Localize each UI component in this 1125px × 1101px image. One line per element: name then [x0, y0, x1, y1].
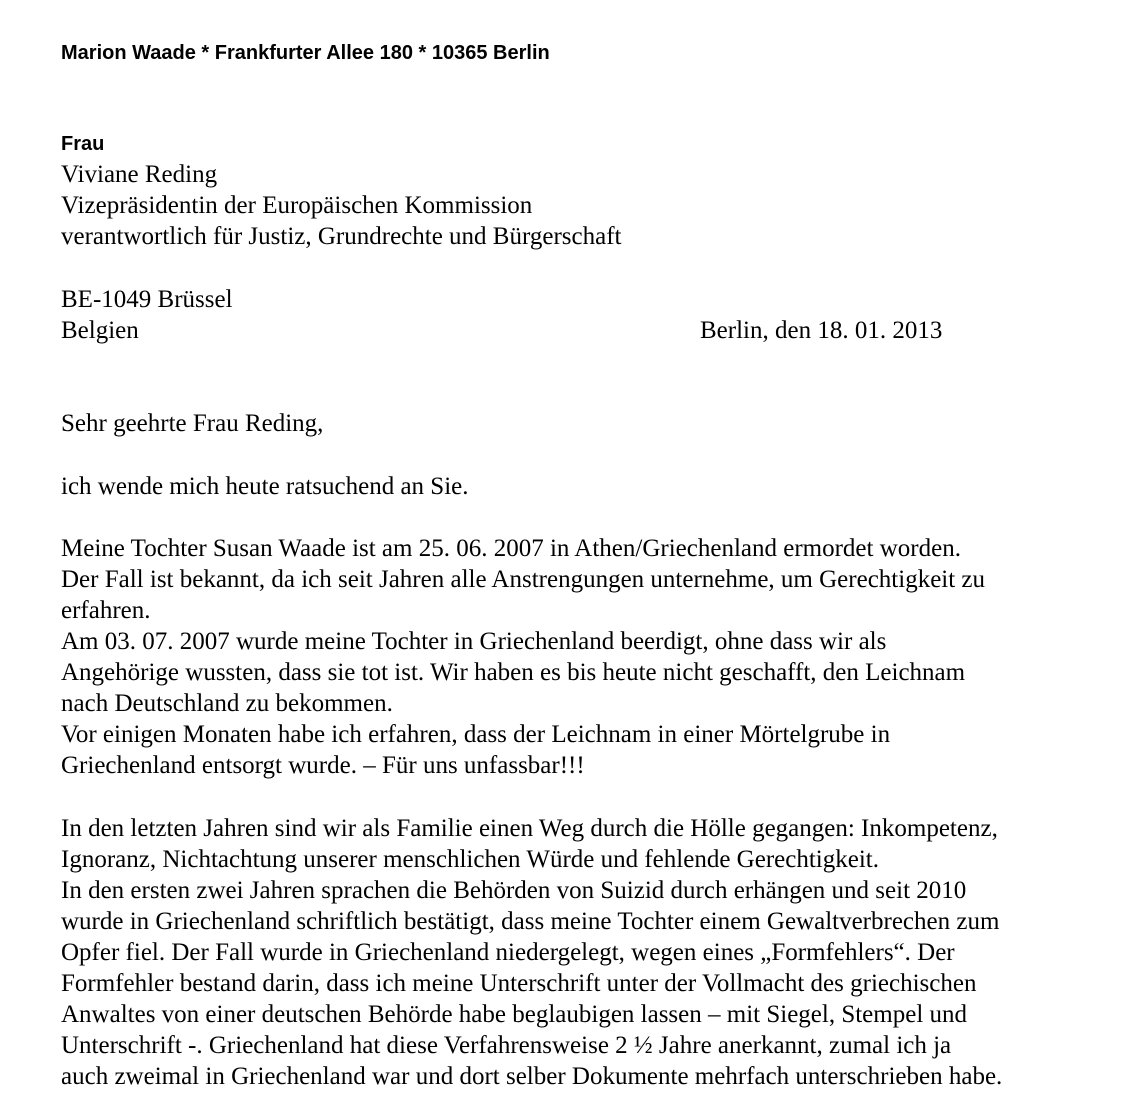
place-date: Berlin, den 18. 01. 2013: [700, 317, 943, 344]
greeting: Sehr geehrte Frau Reding,: [61, 410, 324, 437]
paragraph-1: [61, 533, 985, 781]
recipient-country: Belgien: [61, 317, 139, 344]
paragraph-2: [61, 813, 1002, 1092]
paragraph-line: Der Fall ist bekannt, da ich seit Jahren alle Anstrengungen unternehme, um Gerechtigkeit zu: [61, 566, 986, 593]
recipient-postal: BE-1049 Brüssel: [61, 286, 233, 313]
recipient-address: [61, 284, 233, 346]
paragraph-line: Meine Tochter Susan Waade ist am 25. 06. 2007 in Athen/Griechenland ermordet worden.: [61, 535, 961, 562]
paragraph-line: erfahren.: [61, 597, 151, 624]
recipient-salutation: Frau: [61, 133, 105, 155]
recipient-block: [61, 159, 621, 252]
paragraph-line: nach Deutschland zu bekommen.: [61, 690, 393, 717]
recipient-name: Viviane Reding: [61, 161, 218, 188]
paragraph-line: In den ersten zwei Jahren sprachen die Behörden von Suizid durch erhängen und seit 2010: [61, 877, 967, 904]
paragraph-line: auch zweimal in Griechenland war und dort selber Dokumente mehrfach unterschrieben habe.: [61, 1063, 1003, 1090]
paragraph-line: wurde in Griechenland schriftlich bestätigt, dass meine Tochter einem Gewaltverbrechen zum: [61, 908, 1000, 935]
paragraph-line: In den letzten Jahren sind wir als Familie einen Weg durch die Hölle gegangen: Inkompetenz,: [61, 815, 998, 842]
paragraph-line: Griechenland entsorgt wurde. – Für uns unfassbar!!!: [61, 752, 585, 779]
recipient-responsibility: verantwortlich für Justiz, Grundrechte und Bürgerschaft: [61, 223, 622, 250]
paragraph-line: Formfehler bestand darin, dass ich meine Unterschrift unter der Vollmacht des griechischen: [61, 970, 977, 997]
intro-sentence: ich wende mich heute ratsuchend an Sie.: [61, 473, 469, 500]
paragraph-line: Unterschrift -. Griechenland hat diese Verfahrensweise 2 ½ Jahre anerkannt, zumal ich ja: [61, 1032, 952, 1059]
paragraph-line: Ignoranz, Nichtachtung unserer menschlichen Würde und fehlende Gerechtigkeit.: [61, 846, 879, 873]
paragraph-line: Angehörige wussten, dass sie tot ist. Wir haben es bis heute nicht geschafft, den Leichnam: [61, 659, 966, 686]
paragraph-line: Am 03. 07. 2007 wurde meine Tochter in Griechenland beerdigt, ohne dass wir als: [61, 628, 887, 655]
recipient-title: Vizepräsidentin der Europäischen Kommission: [61, 192, 533, 219]
sender-address-line: Marion Waade * Frankfurter Allee 180 * 10365 Berlin: [61, 42, 550, 64]
paragraph-line: Opfer fiel. Der Fall wurde in Griechenland niedergelegt, wegen eines „Formfehlers“. Der: [61, 939, 955, 966]
paragraph-line: Anwaltes von einer deutschen Behörde habe beglaubigen lassen – mit Siegel, Stempel und: [61, 1001, 968, 1028]
paragraph-line: Vor einigen Monaten habe ich erfahren, dass der Leichnam in einer Mörtelgrube in: [61, 721, 891, 748]
